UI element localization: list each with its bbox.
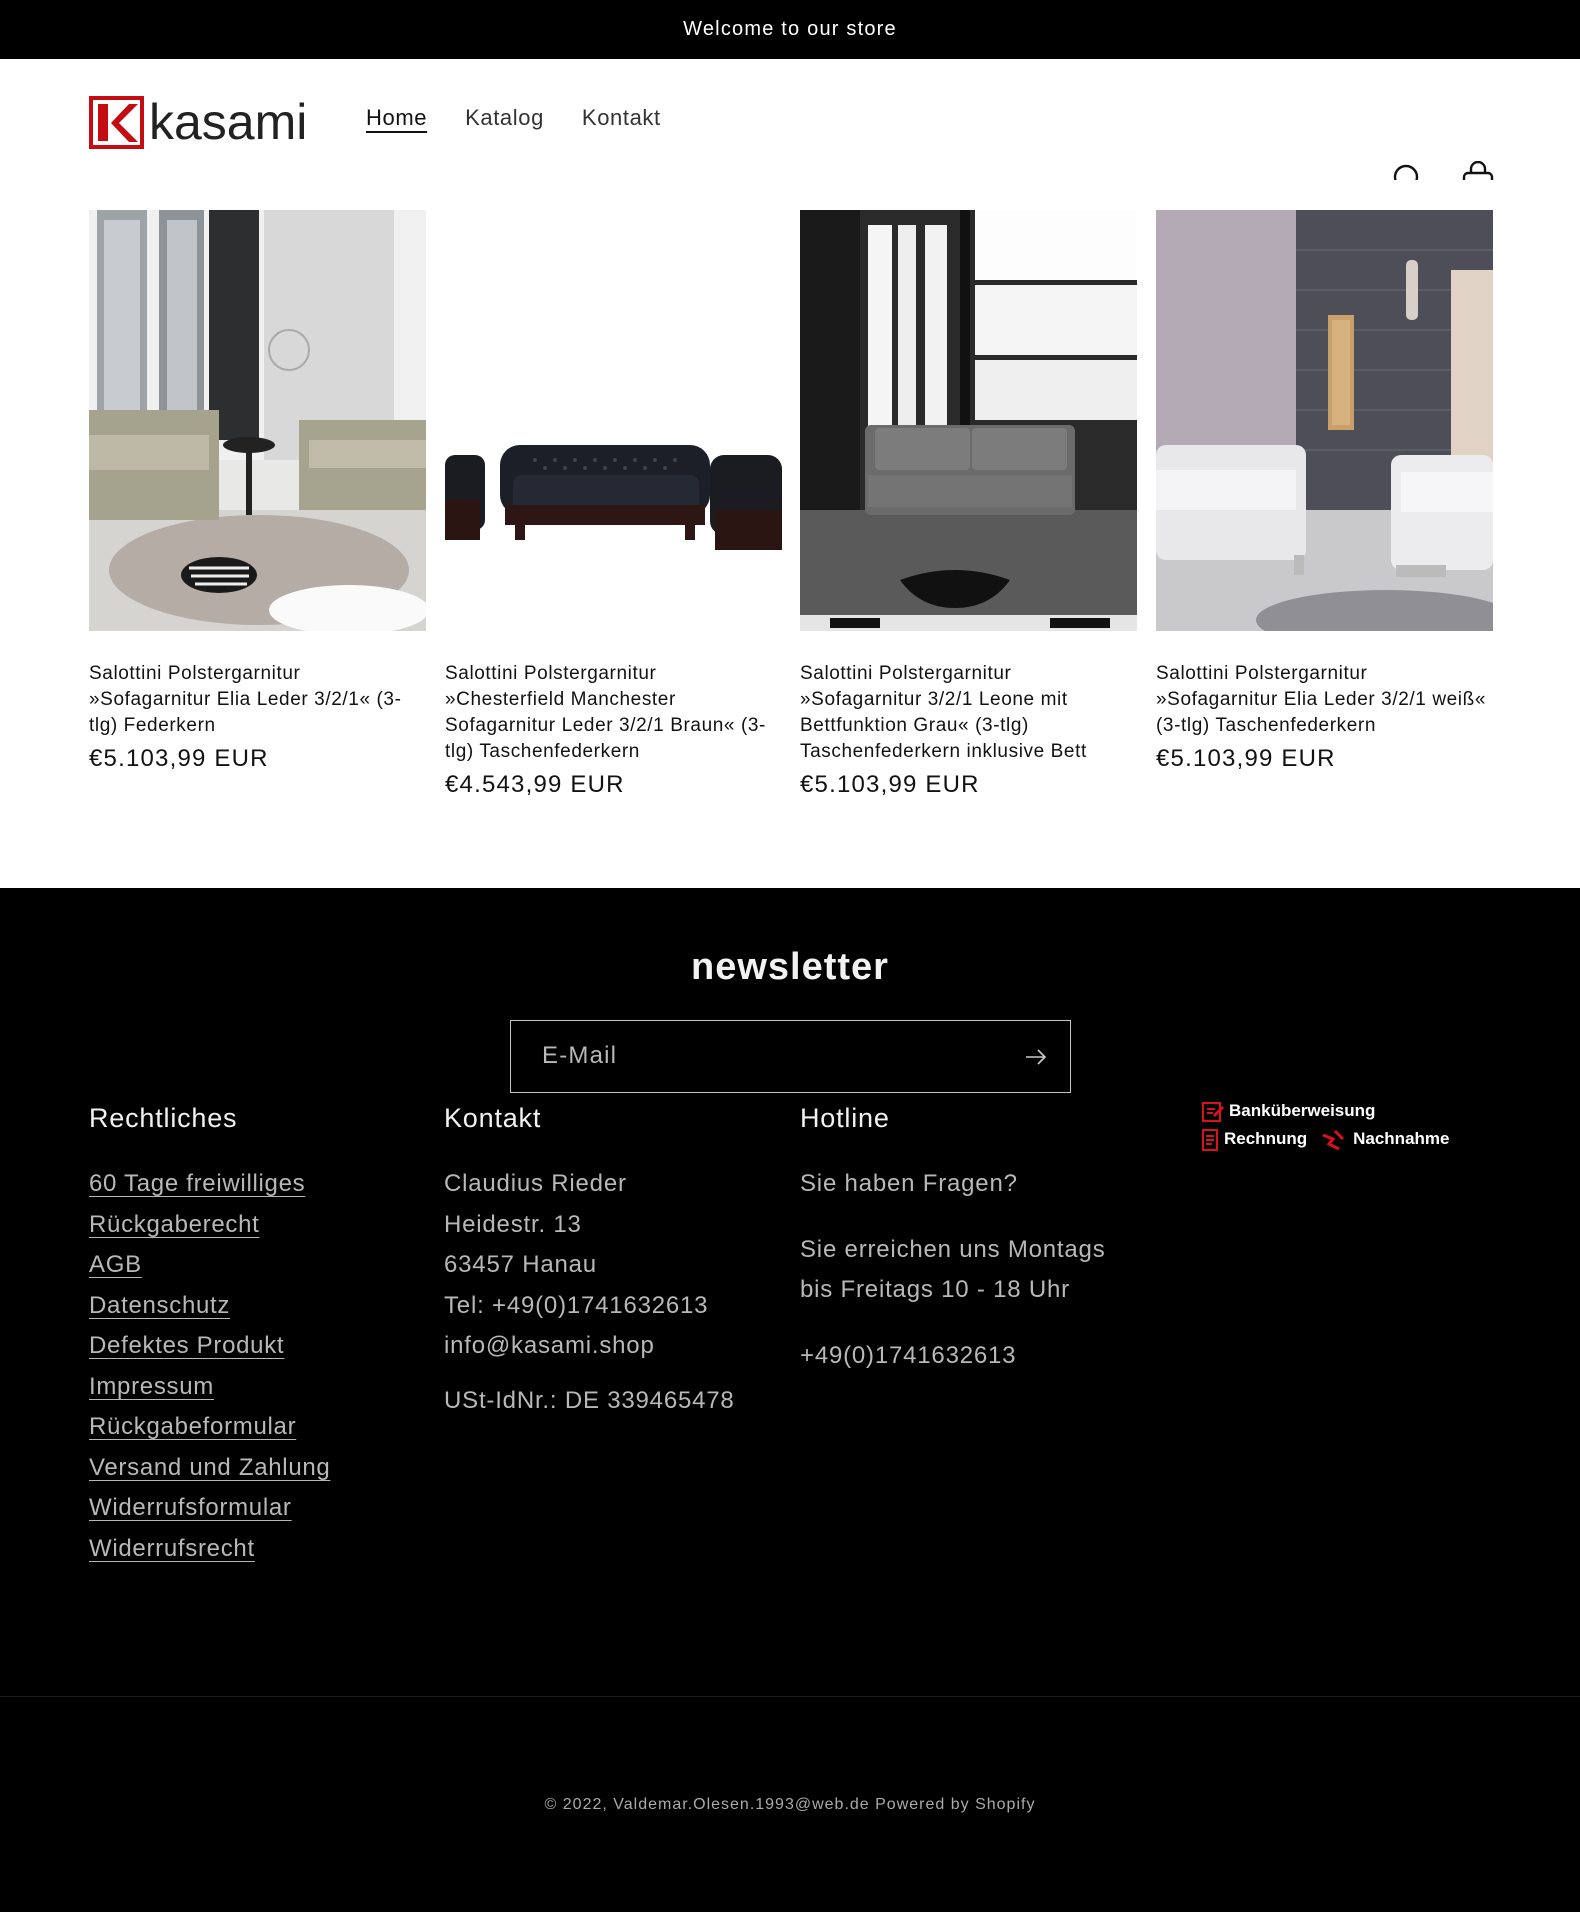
arrow-right-icon[interactable] — [1024, 1045, 1048, 1074]
product-card[interactable] — [800, 210, 1137, 799]
legal-link[interactable]: AGB — [89, 1251, 142, 1278]
hotline-hours: Sie erreichen uns Montags bis Freitags 10 - 18 Uhr — [800, 1235, 1106, 1303]
product-image-chesterfield-sofa[interactable] — [445, 210, 782, 631]
product-card[interactable] — [1156, 210, 1493, 773]
kasami-logo-icon — [89, 96, 144, 149]
hotline-question: Sie haben Fragen? — [800, 1170, 1018, 1197]
site-footer — [0, 888, 1580, 1912]
footer-divider — [0, 1696, 1580, 1697]
nav-katalog[interactable]: Katalog — [465, 105, 544, 130]
legal-link[interactable]: Rückgaberecht — [89, 1210, 260, 1238]
announcement-bar — [0, 0, 1580, 59]
copyright: © 2022, Valdemar.Olesen.1993@web.de Powered by Shopify — [544, 1796, 1036, 1813]
product-title[interactable]: Salottini Polstergarnitur »Sofagarnitur 3/2/1 Leone mit Bettfunktion Grau« (3-tlg) Taschenfederkern inklusive Bett — [800, 663, 1087, 762]
product-card[interactable] — [89, 210, 426, 773]
payment-cod-label: Nachnahme — [1353, 1129, 1450, 1148]
contact-line: info@kasami.shop — [444, 1332, 655, 1359]
legal-link[interactable]: 60 Tage freiwilliges — [89, 1170, 306, 1197]
nav-kontakt[interactable]: Kontakt — [581, 105, 661, 130]
invoice-icon — [1202, 1129, 1218, 1150]
hotline-phone: +49(0)1741632613 — [800, 1341, 1017, 1369]
contact-line: Tel: +49(0)1741632613 — [444, 1291, 709, 1319]
contact-heading: Kontakt — [444, 1103, 542, 1133]
product-grid — [0, 180, 1580, 888]
payment-methods — [1202, 1097, 1449, 1153]
footer-hotline-column — [800, 1103, 1140, 1376]
product-price: €5.103,99 EUR — [89, 745, 269, 772]
logo-text: kasami — [149, 94, 308, 150]
legal-link[interactable]: Defektes Produkt — [89, 1332, 285, 1359]
product-price: €5.103,99 EUR — [800, 771, 980, 798]
product-title[interactable]: Salottini Polstergarnitur »Chesterfield Manchester Sofagarnitur Leder 3/2/1 Braun« (3-tlg) Taschenfederkern — [445, 663, 766, 762]
legal-link[interactable]: Impressum — [89, 1372, 214, 1400]
logo[interactable] — [89, 96, 307, 149]
main-nav — [366, 105, 661, 131]
product-title[interactable]: Salottini Polstergarnitur »Sofagarnitur Elia Leder 3/2/1 weiß« (3-tlg) Taschenfederkern — [1156, 663, 1487, 736]
legal-link[interactable]: Versand und Zahlung — [89, 1453, 331, 1481]
announcement-text: Welcome to our store — [683, 18, 897, 40]
legal-link[interactable]: Rückgabeformular — [89, 1413, 297, 1440]
legal-link[interactable]: Widerrufsformular — [89, 1494, 292, 1521]
site-header — [0, 59, 1580, 180]
bank-transfer-icon — [1202, 1101, 1223, 1122]
footer-legal-column — [89, 1103, 330, 1569]
legal-heading: Rechtliches — [89, 1103, 238, 1133]
nav-home[interactable]: Home — [366, 105, 428, 130]
newsletter-email-input[interactable] — [511, 1021, 1011, 1091]
newsletter-form — [510, 1020, 1071, 1093]
product-price: €4.543,99 EUR — [445, 771, 625, 798]
product-price: €5.103,99 EUR — [1156, 745, 1336, 772]
legal-link[interactable]: Datenschutz — [89, 1291, 231, 1319]
product-card[interactable] — [445, 210, 782, 799]
vat-id: USt-IdNr.: DE 339465478 — [444, 1386, 735, 1414]
product-image-beige-sofa[interactable] — [89, 210, 426, 631]
cash-on-delivery-icon — [1321, 1129, 1347, 1150]
hotline-heading: Hotline — [800, 1103, 890, 1133]
payment-invoice-label: Rechnung — [1224, 1129, 1308, 1148]
product-title[interactable]: Salottini Polstergarnitur »Sofagarnitur Elia Leder 3/2/1« (3-tlg) Federkern — [89, 663, 402, 736]
contact-line: Heidestr. 13 — [444, 1210, 582, 1238]
product-image-grey-sofa[interactable] — [800, 210, 1137, 631]
newsletter-heading: newsletter — [691, 946, 889, 988]
contact-line: 63457 Hanau — [444, 1251, 597, 1278]
contact-line: Claudius Rieder — [444, 1170, 627, 1197]
legal-link[interactable]: Widerrufsrecht — [89, 1534, 255, 1562]
payment-bank-label: Banküberweisung — [1229, 1101, 1376, 1120]
footer-contact-column — [444, 1103, 735, 1421]
product-image-white-sofa[interactable] — [1156, 210, 1493, 631]
